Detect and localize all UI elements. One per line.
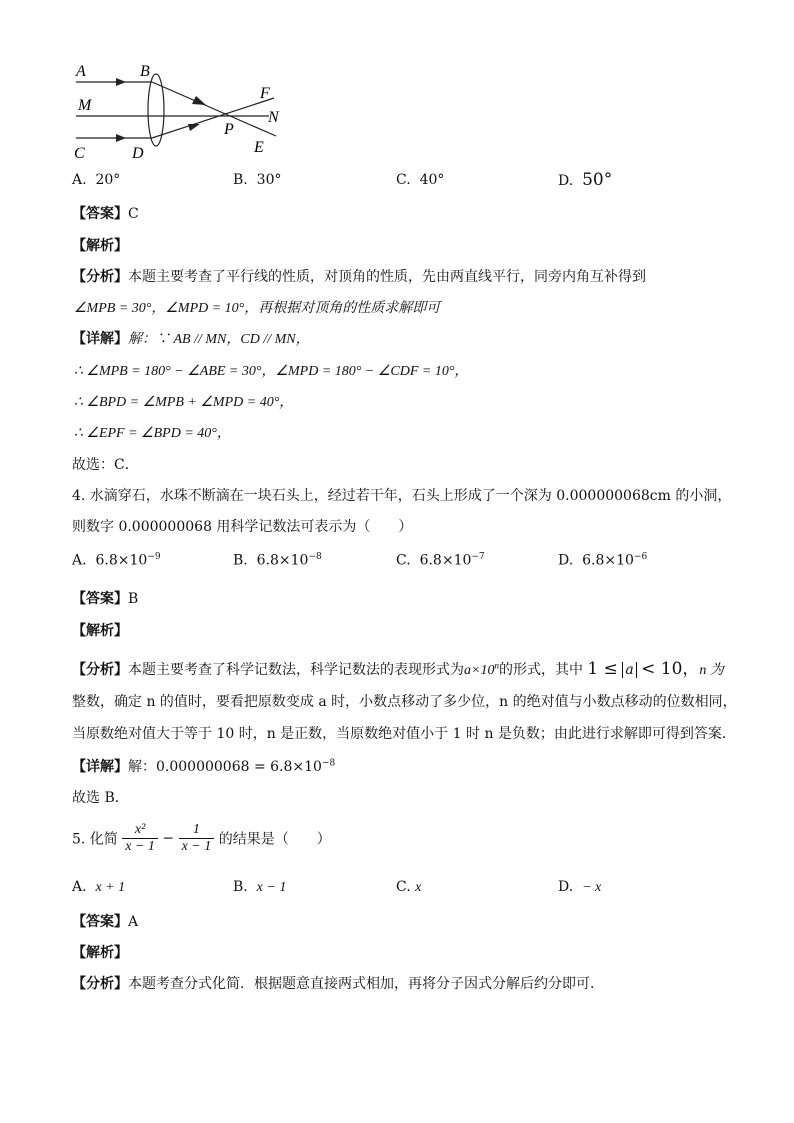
q4-fenxi-3: 当原数绝对值大于等于 10 时，n 是正数，当原数绝对值小于 1 时 n 是负数；由此进行求解即可得到答案． xyxy=(72,726,736,742)
q3-option-b[interactable] xyxy=(233,172,281,188)
option-exp: −6 xyxy=(633,552,648,562)
frac1-denominator: x − 1 xyxy=(125,839,155,854)
q4-fenxi-1 xyxy=(72,654,724,679)
fenxi-formula: a×10 xyxy=(464,663,495,678)
answer-tag: 【答案】 xyxy=(72,591,128,607)
fenxi-tag: 【分析】 xyxy=(72,662,128,678)
option-exp: −8 xyxy=(308,552,322,562)
option-value: − x xyxy=(582,880,602,895)
option-base: 6.8×10 xyxy=(582,552,634,569)
fenxi-formula-exp: n xyxy=(494,660,499,671)
q3-option-a[interactable] xyxy=(72,172,120,188)
arrow-cd xyxy=(116,134,126,142)
q5-fraction-2 xyxy=(179,822,215,855)
fenxi-text: 本题考查分式化简．根据题意直接两式相加，再将分子因式分解后约分即可． xyxy=(128,976,604,992)
option-letter: B. xyxy=(233,172,248,188)
q5-stem-suffix: 的结果是（ ） xyxy=(218,831,331,848)
fenxi-text: n 为 xyxy=(699,663,724,678)
label-f: F xyxy=(260,85,270,102)
q3-detail-4: ∴ ∠EPF = ∠BPD = 40°， xyxy=(74,426,231,441)
q5-fenxi xyxy=(72,973,604,993)
label-n: N xyxy=(268,109,279,126)
answer-value: A xyxy=(128,914,139,930)
q3-fenxi-2: ∠MPB = 30°，∠MPD = 10°，再根据对顶角的性质求解即可 xyxy=(74,301,441,316)
q5-stem-prefix: 5. 化简 xyxy=(72,831,118,848)
line-be xyxy=(152,82,276,136)
q4-stem-2: 则数字 0.000000068 用科学记数法可表示为（ ） xyxy=(72,519,413,535)
detail-tag: 【详解】 xyxy=(72,331,128,347)
option-letter: B. xyxy=(233,552,248,569)
q3-fenxi-1 xyxy=(72,266,646,286)
q5-option-c[interactable] xyxy=(396,879,421,896)
q5-option-d[interactable] xyxy=(558,879,601,896)
option-value: x xyxy=(415,880,422,895)
arrow-bp xyxy=(192,96,206,105)
q5-fraction-1 xyxy=(122,822,158,855)
q5-stem xyxy=(72,822,331,855)
option-base: 6.8×10 xyxy=(256,552,309,569)
detail-text: 解：0.000000068 = 6.8×10 xyxy=(128,759,322,775)
fenxi-tag: 【分析】 xyxy=(72,269,128,285)
arrow-dp xyxy=(188,124,200,131)
fenxi-ineq-left: 1 ≤ xyxy=(587,659,618,679)
label-p: P xyxy=(224,121,234,138)
q5-option-b[interactable] xyxy=(233,879,286,896)
frac1-numerator: x² xyxy=(122,822,158,839)
option-base: 6.8×10 xyxy=(95,552,148,569)
fenxi-text: 本题主要考查了平行线的性质，对顶角的性质，先由两直线平行，同旁内角互补得到 xyxy=(128,269,646,285)
geometry-diagram xyxy=(64,58,304,170)
q3-conclusion: 故选：C． xyxy=(72,457,139,473)
q4-option-b[interactable] xyxy=(233,552,322,569)
option-letter: D. xyxy=(558,173,574,189)
q3-detail-3: ∴ ∠BPD = ∠MPB + ∠MPD = 40°， xyxy=(74,395,294,410)
q4-conclusion: 故选 B． xyxy=(72,790,129,806)
q3-option-d[interactable] xyxy=(558,170,612,190)
q4-stem-1: 4. 水滴穿石，水珠不断滴在一块石头上，经过若干年，石头上形成了一个深为 0.000000068cm 的小洞， xyxy=(72,488,732,504)
fenxi-text: 本题主要考查了科学记数法，科学记数法的表现形式为 xyxy=(128,662,464,678)
label-m: M xyxy=(78,97,92,114)
option-base: 6.8×10 xyxy=(419,552,472,569)
q4-option-a[interactable] xyxy=(72,552,161,569)
option-letter: C. xyxy=(396,172,411,188)
option-value: 50° xyxy=(582,170,613,190)
q4-option-c[interactable] xyxy=(396,552,485,569)
q4-jiexi: 【解析】 xyxy=(72,623,128,639)
option-letter: A. xyxy=(72,172,87,188)
label-a: A xyxy=(76,63,86,80)
option-letter: D. xyxy=(558,552,574,569)
q4-detail xyxy=(72,756,335,776)
label-c: C xyxy=(74,145,85,162)
q5-jiexi: 【解析】 xyxy=(72,945,128,961)
q3-answer xyxy=(72,203,139,223)
q4-fenxi-2: 整数，确定 n 的值时，要看把原数变成 a 时，小数点移动了多少位，n 的绝对值与小数点移动的位数相同， xyxy=(72,694,737,710)
line-df xyxy=(152,98,274,138)
option-letter: C. xyxy=(396,879,411,895)
option-value: 20° xyxy=(95,172,121,188)
q4-answer xyxy=(72,588,138,608)
label-d: D xyxy=(132,145,144,162)
fenxi-tag: 【分析】 xyxy=(72,976,128,992)
option-letter: A. xyxy=(72,879,87,895)
option-exp: −7 xyxy=(471,552,485,562)
detail-exp: −8 xyxy=(321,758,336,769)
q5-option-a[interactable] xyxy=(72,879,125,896)
frac2-numerator: 1 xyxy=(179,822,215,839)
frac2-denominator: x − 1 xyxy=(181,839,212,854)
q5-minus: − xyxy=(162,830,175,847)
q3-detail-2: ∴ ∠MPB = 180° − ∠ABE = 30°，∠MPD = 180° − ∠CDF = 10°， xyxy=(74,364,469,379)
option-exp: −9 xyxy=(147,552,161,562)
detail-text: 解：∵ AB // MN，CD // MN， xyxy=(128,332,310,347)
option-letter: D. xyxy=(558,879,574,895)
option-value: x − 1 xyxy=(256,880,287,895)
label-b: B xyxy=(140,63,150,80)
fenxi-abs-a: a xyxy=(622,662,636,678)
answer-tag: 【答案】 xyxy=(72,206,128,222)
option-value: 30° xyxy=(256,172,282,188)
q4-option-d[interactable] xyxy=(558,552,647,569)
answer-value: B xyxy=(128,591,139,607)
arrow-ab xyxy=(116,78,126,86)
option-value: x + 1 xyxy=(95,880,126,895)
detail-tag: 【详解】 xyxy=(72,759,128,775)
option-letter: B. xyxy=(233,879,248,895)
q3-detail-1 xyxy=(72,328,310,348)
option-letter: A. xyxy=(72,552,87,569)
q3-option-c[interactable] xyxy=(396,172,444,188)
answer-value: C xyxy=(128,206,139,222)
q5-answer xyxy=(72,911,138,931)
label-e: E xyxy=(254,139,264,156)
fenxi-text: 的形式，其中 xyxy=(498,662,583,678)
option-value: 40° xyxy=(419,172,445,188)
answer-tag: 【答案】 xyxy=(72,914,128,930)
fenxi-ineq-right: < 10， xyxy=(641,659,700,679)
option-letter: C. xyxy=(396,552,411,569)
q3-jiexi: 【解析】 xyxy=(72,238,128,254)
